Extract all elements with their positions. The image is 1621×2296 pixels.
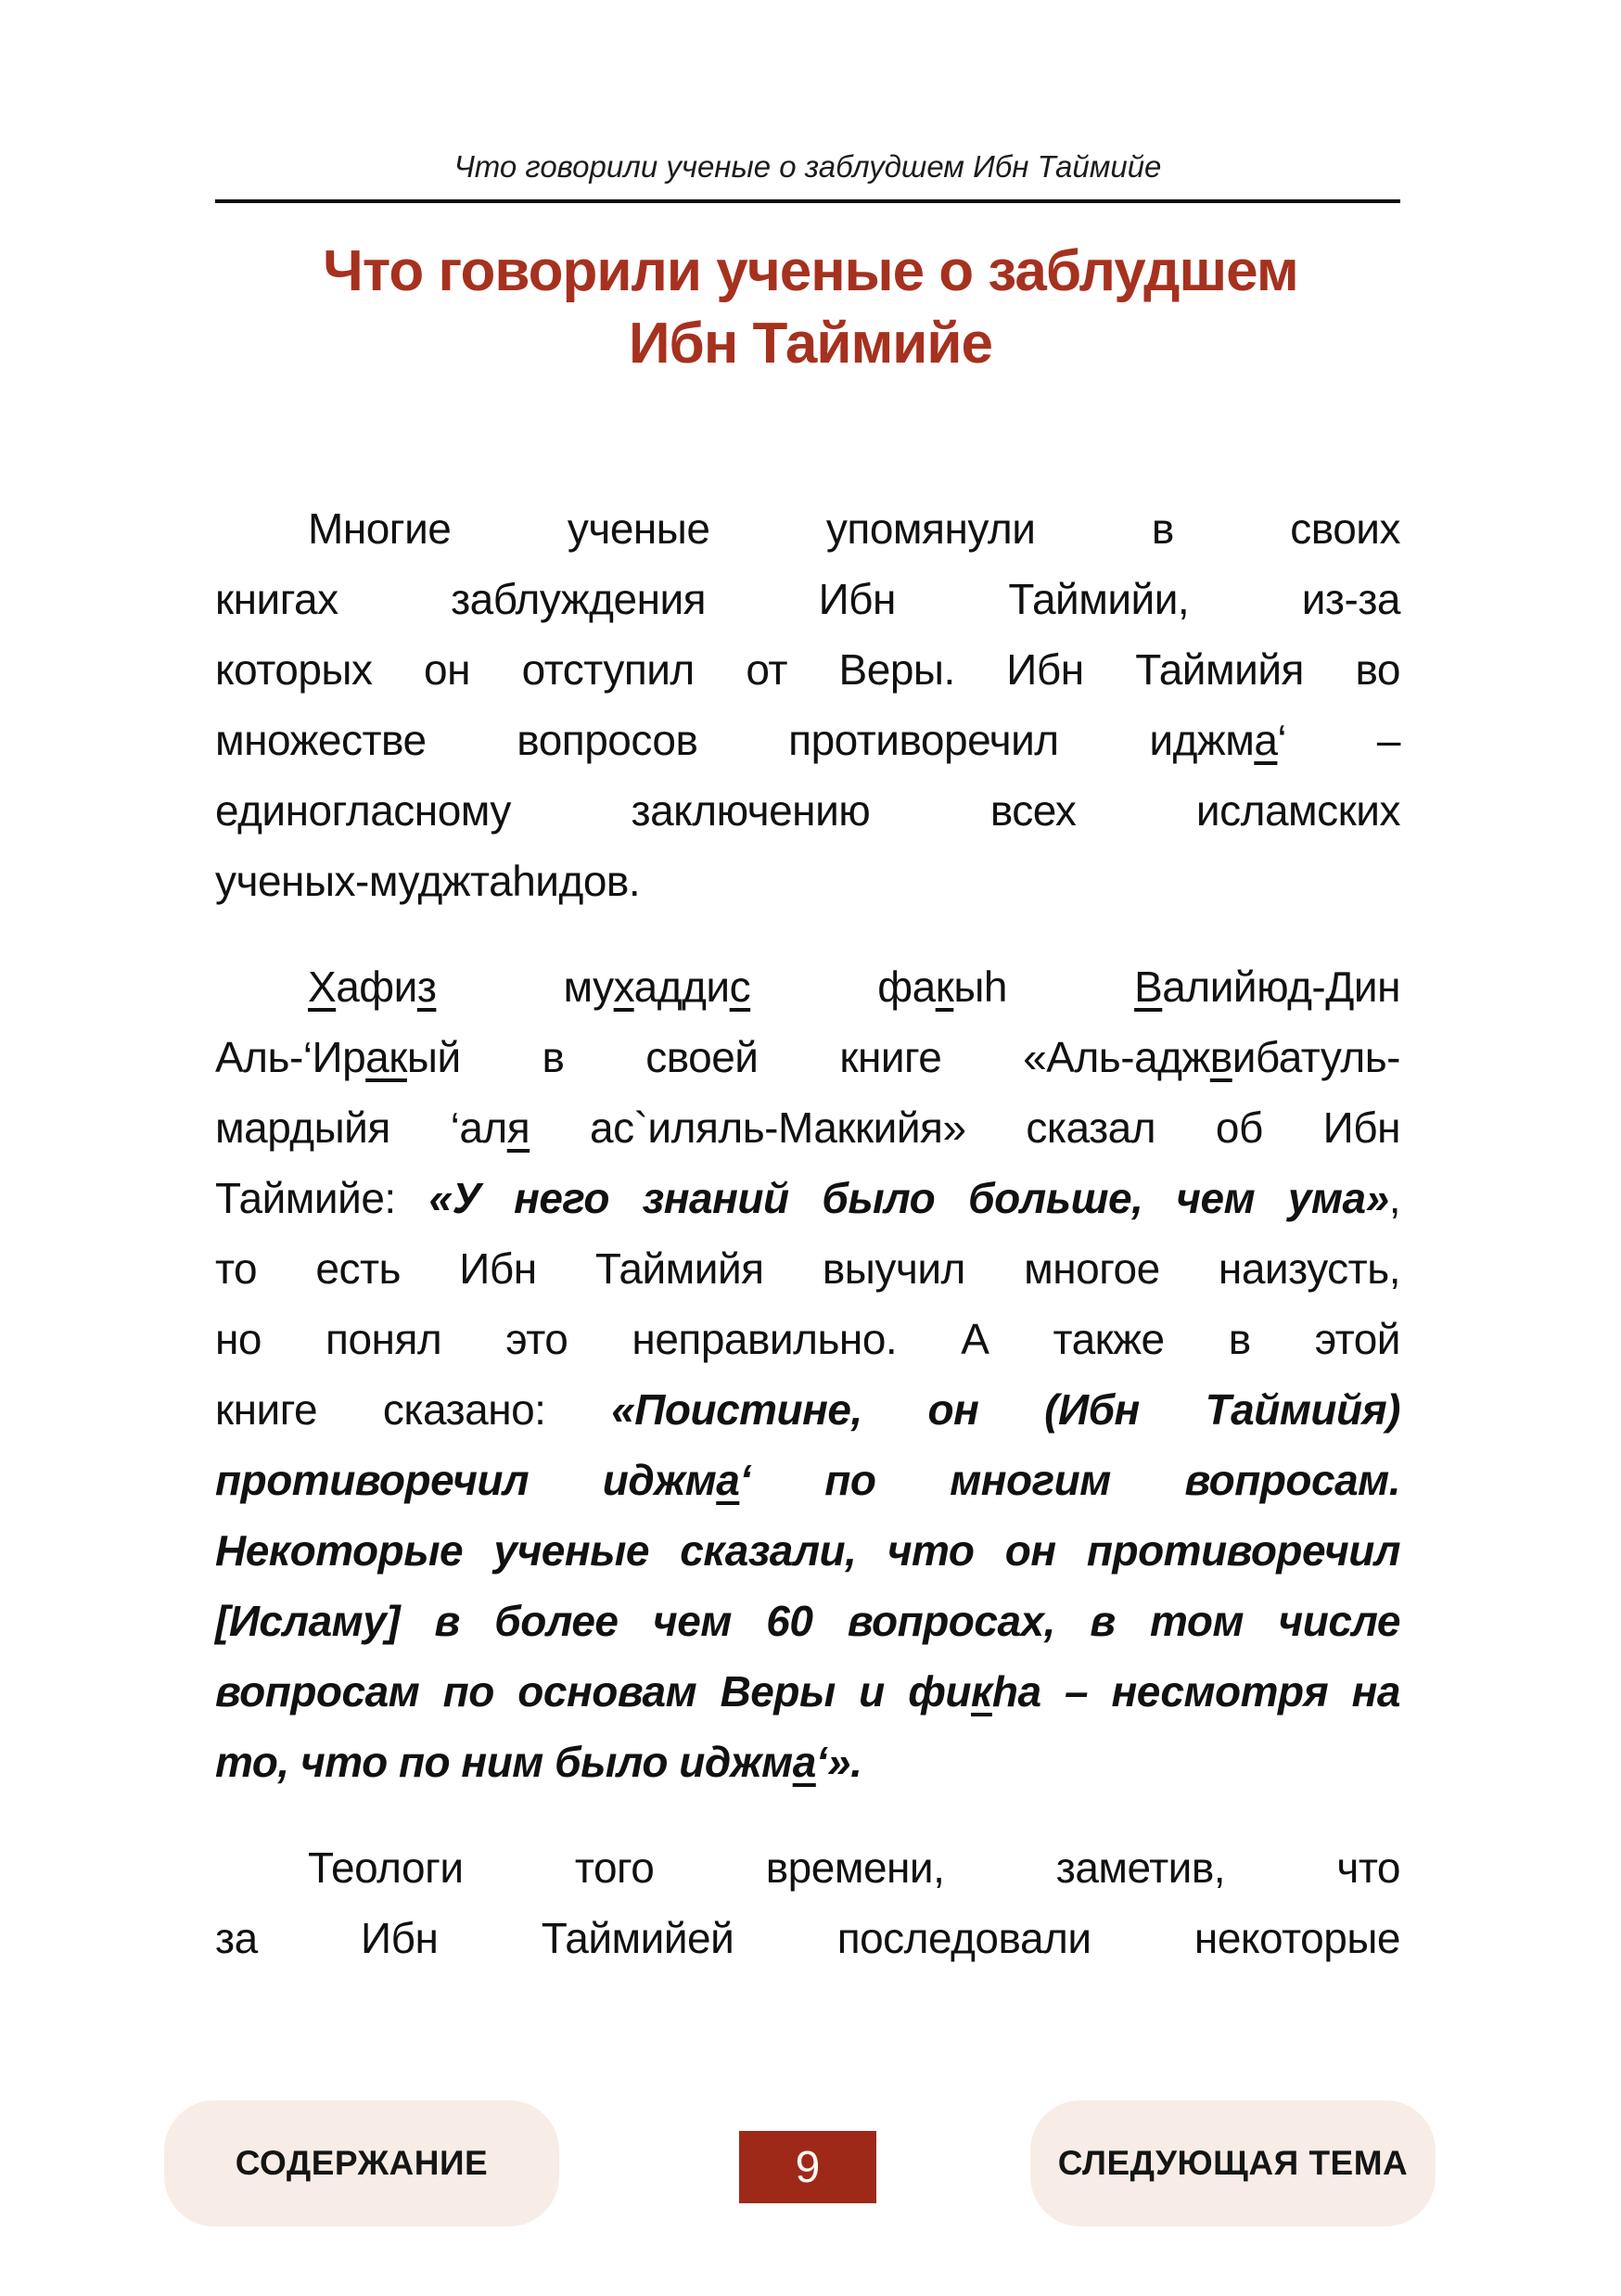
text-line: Многие ученые упомянули в своих [308,504,1400,553]
text-line: Аль-‘Иракый в своей книге «Аль-аджвибатуль- [215,1033,1400,1081]
contents-button[interactable] [164,2100,559,2226]
running-header: Что говорили ученые о заблудшем Ибн Таймийе [453,149,1162,184]
page-title-line-1: Что говорили ученые о заблудшем [323,239,1298,303]
text-line: книге сказано: «Поистине, он (Ибн Таймийя) [215,1385,1400,1434]
paragraph [215,1832,1400,1973]
text-line: единогласному заключению всех исламских [215,786,1400,835]
text-line: то есть Ибн Таймийя выучил многое наизусть, [215,1244,1400,1293]
text-line: но понял это неправильно. А также в этой [215,1315,1400,1363]
page-title-line-2: Ибн Таймийе [628,312,993,376]
header-divider [215,199,1400,203]
page-number-badge [739,2131,876,2203]
text-line: ученых-муджтаһидов. [215,857,641,905]
text-line: за Ибн Таймийей последовали некоторые [215,1914,1400,1962]
text-line: книгах заблуждения Ибн Таймийи, из-за [215,575,1400,623]
text-line: Теологи того времени, заметив, что [308,1843,1400,1892]
paragraph [215,951,1400,1797]
next-topic-button[interactable] [1030,2100,1436,2226]
next-topic-button-label: СЛЕДУЮЩАЯ ТЕМА [1057,2144,1409,2182]
text-line: которых он отступил от Веры. Ибн Таймийя во [215,645,1400,694]
page-title [122,236,1499,380]
body-text [215,493,1400,2009]
text-line: то, что по ним было иджма‘». [215,1738,862,1786]
text-line: множестве вопросов противоречил иджма‘ – [215,716,1400,764]
paragraph [215,493,1400,916]
text-line: [Исламу] в более чем 60 вопросах, в том числе [215,1597,1400,1645]
text-line: противоречил иджма‘ по многим вопросам. [215,1456,1400,1504]
text-line: мардыйя ‘аля ас`иляль-Маккийя» сказал об Ибн [215,1103,1400,1152]
page-number: 9 [795,2142,821,2192]
text-line: вопросам по основам Веры и фикһа – несмотря на [215,1667,1400,1716]
contents-button-label: СОДЕРЖАНИЕ [235,2144,489,2182]
text-line: Хафиз мухаддис факыһ Валийюд-Дин [308,963,1400,1011]
text-line: Таймийе: «У него знаний было больше, чем ума», [215,1174,1400,1222]
text-line: Некоторые ученые сказали, что он противоречил [215,1526,1400,1575]
